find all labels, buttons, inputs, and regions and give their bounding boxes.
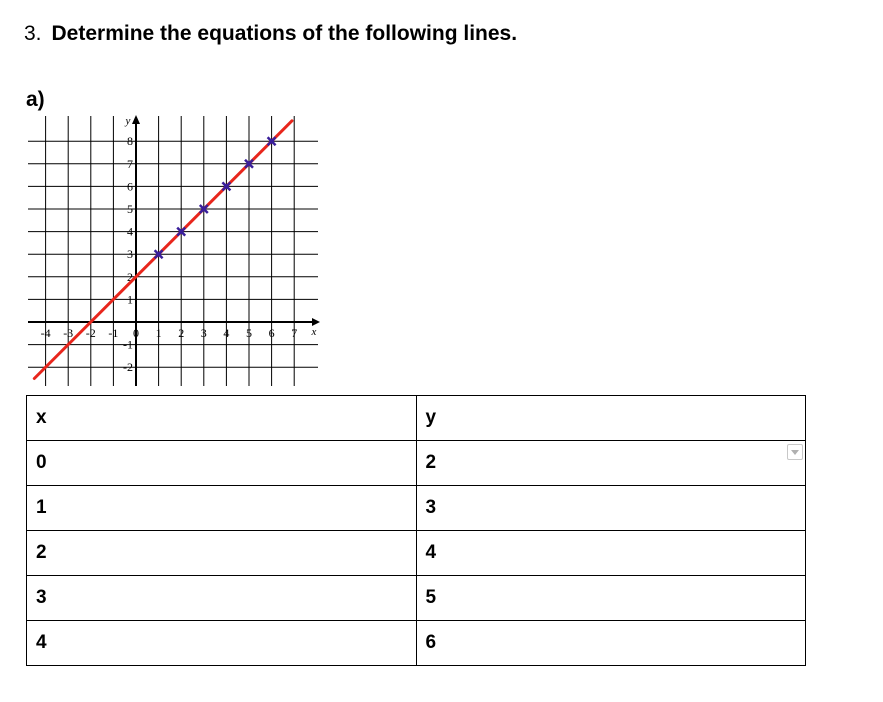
x-tick-label: 2 — [178, 326, 185, 340]
y-tick-label: 1 — [127, 292, 133, 307]
data-point-dot — [247, 161, 252, 166]
y-axis-arrow — [132, 115, 140, 124]
part-label: a) — [26, 88, 45, 111]
question-number: 3. — [24, 22, 42, 45]
y-tick-label: 7 — [127, 156, 133, 171]
cell-dropdown-icon[interactable] — [787, 444, 803, 460]
x-tick-label: 3 — [200, 326, 207, 340]
cell-x[interactable]: 4 — [27, 621, 417, 666]
data-point-dot — [156, 252, 161, 257]
cell-y[interactable]: 2 — [416, 441, 806, 486]
x-tick-label: -2 — [85, 326, 96, 340]
header-x: x — [27, 396, 417, 441]
data-point-dot — [201, 207, 206, 212]
y-axis-label: y — [125, 115, 131, 127]
y-tick-label: -1 — [123, 337, 133, 352]
y-tick-label: 3 — [127, 247, 133, 262]
y-tick-label: -2 — [123, 360, 133, 375]
x-axis-arrow — [312, 318, 320, 326]
xy-table — [26, 395, 806, 666]
y-tick-label: 6 — [127, 179, 133, 194]
table-row — [27, 441, 806, 486]
question-heading — [24, 22, 517, 46]
data-point-dot — [224, 184, 229, 189]
x-tick-label: 0 — [133, 326, 139, 340]
data-point-dot — [179, 229, 184, 234]
cell-y[interactable]: 3 — [416, 486, 806, 531]
y-tick-label: 5 — [127, 202, 133, 216]
red-line — [34, 121, 292, 379]
cell-x[interactable]: 2 — [27, 531, 417, 576]
table-header-row — [27, 396, 806, 441]
table-row — [27, 576, 806, 621]
x-tick-label: -3 — [63, 326, 74, 340]
x-tick-label: 1 — [155, 326, 162, 340]
x-tick-label: -1 — [108, 326, 119, 340]
table-row — [27, 486, 806, 531]
question-text: Determine the equations of the following lines. — [51, 22, 518, 45]
cell-x[interactable]: 3 — [27, 576, 417, 621]
x-tick-label: -4 — [40, 326, 51, 340]
x-tick-label: 6 — [268, 326, 275, 340]
data-point-dot — [269, 139, 274, 144]
cell-y[interactable]: 6 — [416, 621, 806, 666]
x-tick-label: 7 — [291, 326, 298, 340]
table-row — [27, 621, 806, 666]
line-graph — [28, 114, 320, 386]
cell-x[interactable]: 0 — [27, 441, 417, 486]
cell-y[interactable]: 4 — [416, 531, 806, 576]
y-tick-label: 2 — [127, 269, 133, 284]
y-tick-label: 4 — [127, 224, 133, 239]
x-tick-label: 5 — [246, 326, 252, 340]
cell-x[interactable]: 1 — [27, 486, 417, 531]
y-tick-label: 8 — [127, 134, 133, 149]
table-row — [27, 531, 806, 576]
x-tick-label: 4 — [223, 326, 230, 340]
x-axis-label: x — [311, 326, 317, 338]
header-y: y — [416, 396, 806, 441]
cell-y[interactable]: 5 — [416, 576, 806, 621]
